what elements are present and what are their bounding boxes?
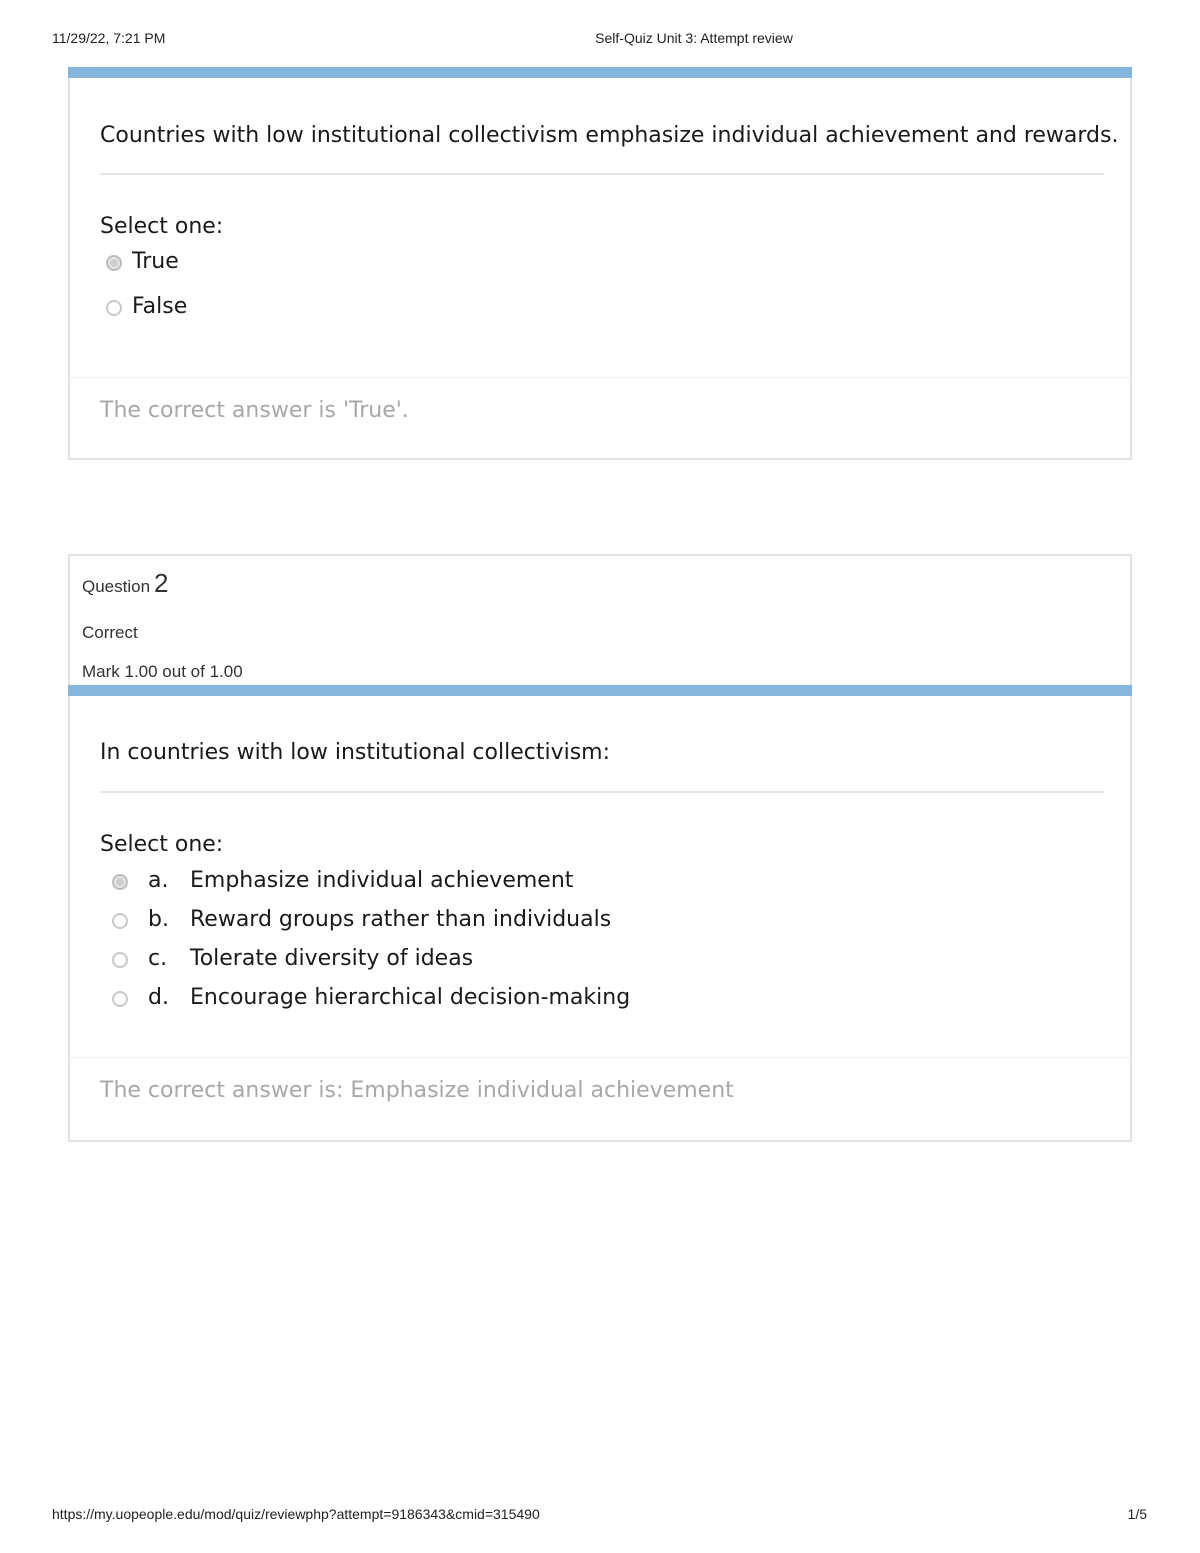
correct-answer-feedback: The correct answer is: Emphasize individual achievement (100, 1078, 734, 1103)
print-datetime: 11/29/22, 7:21 PM (52, 30, 166, 46)
print-page-number: 1/5 (1127, 1506, 1147, 1522)
feedback-area (70, 377, 1130, 458)
answer-option-label: Reward groups rather than individuals (190, 907, 612, 932)
answer-option-label: Encourage hierarchical decision-making (190, 985, 631, 1010)
question-grade: Mark 1.00 out of 1.00 (82, 662, 243, 681)
question-label: Question (82, 577, 151, 596)
question-accent-bar (68, 67, 1132, 78)
print-header (0, 30, 1200, 50)
question-accent-bar (68, 685, 1132, 696)
radio-button-selected[interactable] (112, 874, 128, 890)
question-card-2 (68, 554, 1132, 1142)
radio-button[interactable] (112, 991, 128, 1007)
question-card-1 (68, 67, 1132, 460)
answer-prompt: Select one: (100, 832, 224, 857)
answer-option-letter: a. (148, 868, 169, 893)
divider (100, 173, 1104, 175)
radio-button[interactable] (112, 952, 128, 968)
question-state: Correct (82, 623, 138, 642)
answer-option-letter: b. (148, 907, 169, 932)
answer-option-label: Emphasize individual achievement (190, 868, 574, 893)
answer-option-label: Tolerate diversity of ideas (190, 946, 474, 971)
answer-option-label: True (132, 249, 179, 274)
question-text: Countries with low institutional collectivism emphasize individual achievement and rewards. (100, 123, 1119, 148)
radio-button[interactable] (112, 913, 128, 929)
correct-answer-feedback: The correct answer is 'True'. (100, 398, 409, 423)
radio-button[interactable] (106, 300, 122, 316)
answer-option-letter: c. (148, 946, 168, 971)
print-url: https://my.uopeople.edu/mod/quiz/reviewphp?attempt=9186343&cmid=315490 (52, 1506, 540, 1522)
question-info (82, 568, 243, 681)
question-text: In countries with low institutional collectivism: (100, 740, 611, 765)
feedback-area (70, 1057, 1130, 1140)
question-number: 2 (154, 568, 169, 598)
answer-option-label: False (132, 294, 188, 319)
radio-button-selected[interactable] (106, 255, 122, 271)
print-footer (0, 1506, 1200, 1526)
answer-prompt: Select one: (100, 214, 224, 239)
answer-option-letter: d. (148, 985, 169, 1010)
divider (100, 791, 1104, 793)
print-page-title: Self-Quiz Unit 3: Attempt review (595, 30, 793, 46)
